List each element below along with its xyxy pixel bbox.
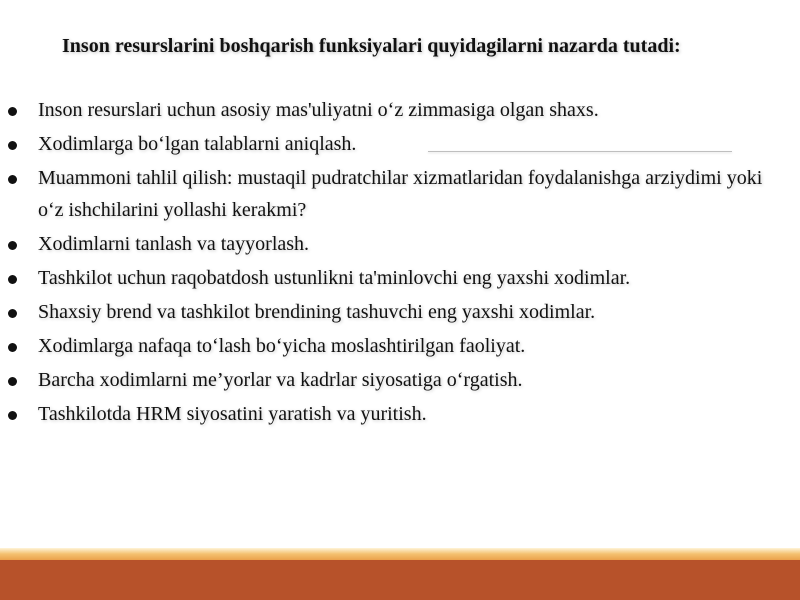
bullet-text: Barcha xodimlarni me’yorlar va kadrlar siyosatiga o‘rgatish. [38, 369, 523, 391]
divider-line [428, 151, 732, 152]
bullet-icon [8, 309, 17, 318]
bullet-icon [8, 141, 17, 150]
bullet-text: Xodimlarga nafaqa to‘lash bo‘yicha moslashtirilgan faoliyat. [38, 335, 526, 357]
bullet-item [8, 128, 788, 160]
bullet-icon [8, 175, 17, 184]
bullet-icon [8, 107, 17, 116]
bullet-item [8, 262, 788, 294]
bullet-text: Shaxsiy brend va tashkilot brendining tashuvchi eng yaxshi xodimlar. [38, 301, 596, 323]
bullet-icon [8, 343, 17, 352]
footer-band [0, 560, 800, 600]
bullet-item [8, 296, 788, 328]
bullet-item [8, 228, 788, 260]
bullet-text: Xodimlarga bo‘lgan talablarni aniqlash. [38, 133, 357, 155]
bullet-list [8, 94, 788, 432]
bullet-item [8, 162, 788, 226]
bullet-item [8, 94, 788, 126]
bullet-icon [8, 241, 17, 250]
bullet-text: Tashkilot uchun raqobatdosh ustunlikni ta'minlovchi eng yaxshi xodimlar. [38, 267, 631, 289]
bullet-item [8, 364, 788, 396]
bullet-text: Inson resurslari uchun asosiy mas'uliyatni o‘z zimmasiga olgan shaxs. [38, 99, 599, 121]
bullet-text: Muammoni tahlil qilish: mustaqil pudratchilar xizmatlaridan foydalanishga arziydimi yoki o‘z ishchilarini yollashi kerakmi? [38, 167, 763, 221]
bullet-item [8, 398, 788, 430]
bullet-icon [8, 275, 17, 284]
slide-heading: Inson resurslarini boshqarish funksiyalari quyidagilarni nazarda tutadi: [62, 35, 681, 57]
bullet-icon [8, 377, 17, 386]
bullet-item [8, 330, 788, 362]
bullet-icon [8, 411, 17, 420]
footer-gradient-strip [0, 548, 800, 560]
bullet-text: Xodimlarni tanlash va tayyorlash. [38, 233, 310, 255]
bullet-text: Tashkilotda HRM siyosatini yaratish va yuritish. [38, 403, 427, 425]
